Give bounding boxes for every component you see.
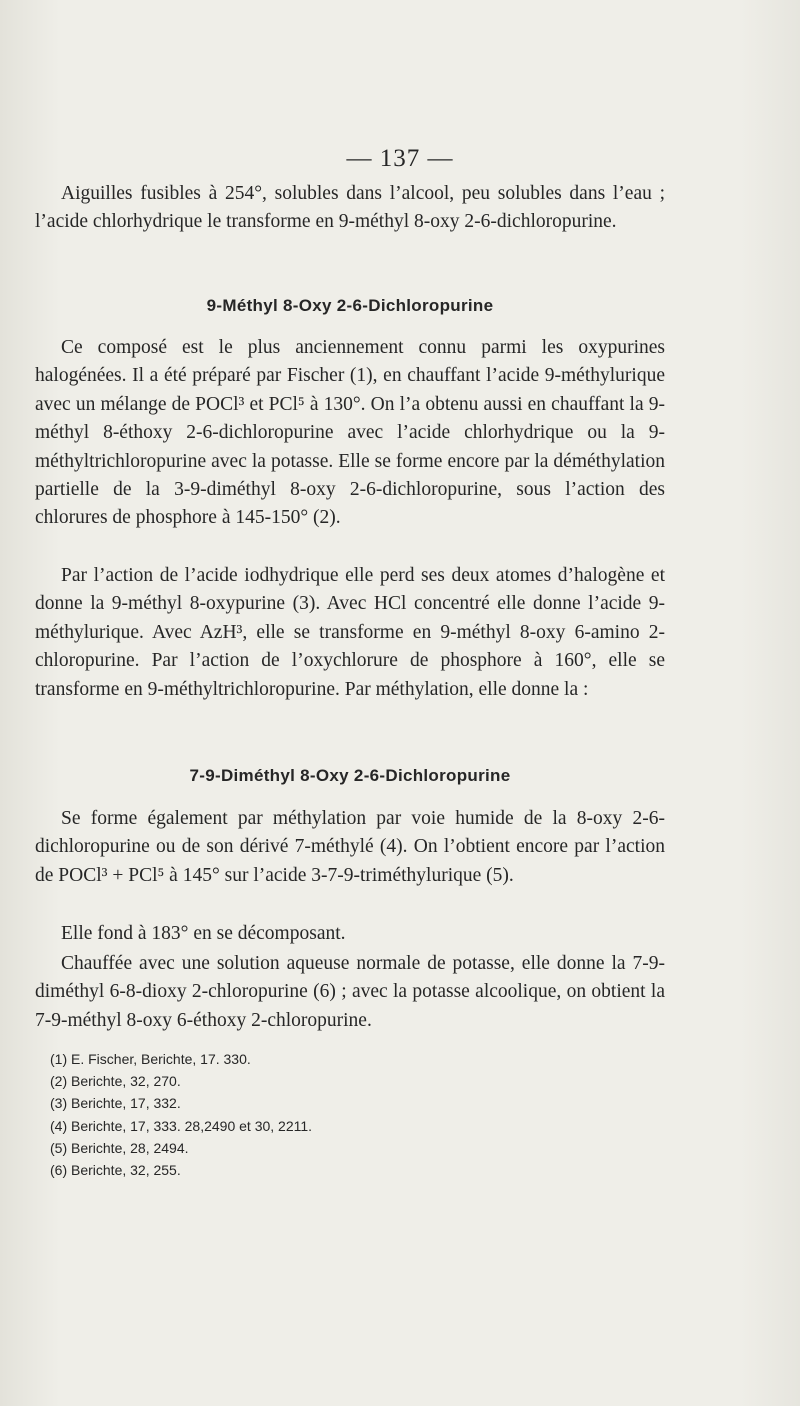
paragraph-text: Chauffée avec une solution aqueuse normale de potasse, elle donne la 7-9-diméthyl 6-8-dioxy 2-chloropurine (6) ; avec la potasse alcoolique, on obtient la 7-9-méthyl 8-oxy 6-éthoxy 2-chloropurine. [35,953,665,1031]
paragraph-hydrolysis [35,950,665,1035]
section-heading-2 [35,766,665,786]
paragraph-text: Aiguilles fusibles à 254°, solubles dans l’alcool, peu solubles dans l’eau ; l’acide chlorhydrique le transforme en 9-méthyl 8-oxy 2-6-dichloropurine. [35,183,665,233]
paragraph-intro [35,180,665,237]
paragraph-reactions [35,562,665,704]
paragraph-melting [35,920,665,948]
paragraph-text: Par l’action de l’acide iodhydrique elle perd ses deux atomes d’halogène et donne la 9-méthyl 8-oxypurine (3). Avec HCl concentré elle donne l’acide 9-méthylurique. Avec AzH³, elle se transforme en 9-méthyl 8-oxy 6-amino 2-chloropurine. Par l’action de l’oxychlorure de phosphore à 160°, elle se transforme en 9-méthyltrichloropurine. Par méthylation, elle donne la : [35,565,665,700]
footnote: (6) Berichte, 32, 255. [50,1162,181,1179]
section-heading-1 [35,296,665,316]
paragraph-text: Elle fond à 183° en se décomposant. [61,923,346,944]
heading-text: 9-Méthyl 8-Oxy 2-6-Dichloropurine [206,296,494,315]
paragraph-formation [35,805,665,890]
footnote: (4) Berichte, 17, 333. 28,2490 et 30, 2211. [50,1117,313,1134]
footnote: (5) Berichte, 28, 2494. [50,1139,189,1156]
footnotes [50,1048,550,1181]
footnote: (2) Berichte, 32, 270. [50,1073,181,1090]
paragraph-preparation [35,334,665,533]
paragraph-text: Ce composé est le plus anciennement connu parmi les oxypurines halogénées. Il a été préparé par Fischer (1), en chauffant l’acide 9-méthylurique avec un mélange de POCl³ et PCl⁵ à 130°. On l’a obtenu aussi en chauffant la 9-méthyl 8-éthoxy 2-6-dichloropurine avec l’acide chlorhydrique ou la 9-méthyltrichloropurine avec la potasse. Elle se forme encore par la déméthylation partielle de la 3-9-diméthyl 8-oxy 2-6-dichloropurine, sous l’action des chlorures de phosphore à 145-150° (2). [35,337,665,529]
footnote: (1) E. Fischer, Berichte, 17. 330. [50,1051,251,1067]
heading-text: 7-9-Diméthyl 8-Oxy 2-6-Dichloropurine [189,766,511,785]
paragraph-text: Se forme également par méthylation par voie humide de la 8-oxy 2-6-dichloropurine ou de son dérivé 7-méthylé (4). On l’obtient encore par l’action de POCl³ + PCl⁵ à 145° sur l’acide 3-7-9-triméthylurique (5). [35,808,665,886]
page-number: — 137 — [346,145,454,172]
footnote: (3) Berichte, 17, 332. [50,1095,181,1112]
